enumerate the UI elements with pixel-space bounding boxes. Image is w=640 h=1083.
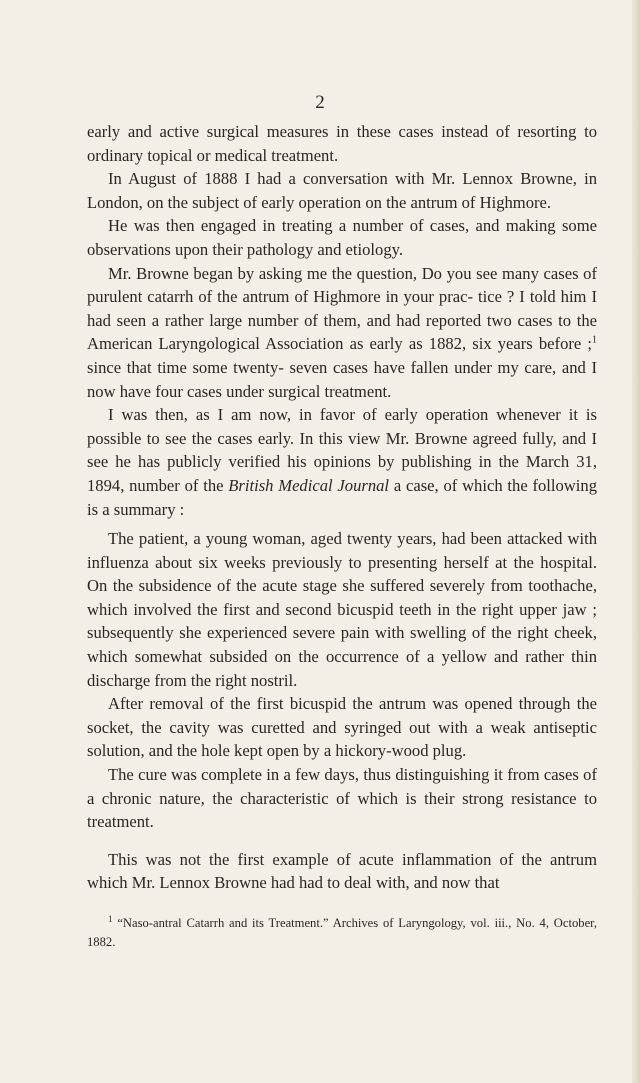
paragraph-5-text-a: I was then, as I am now, in favor of early operation whenever it is possible to see the cases early. In this view Mr. Browne agreed fully, and I see he has publicly verified his opinions by publishing in the March 31, 1894, number of the [87,405,597,495]
footnote [87,910,597,952]
summary-paragraph-3: The cure was complete in a few days, thus distinguishing it from cases of a chronic nature, the characteristic of which is their strong resistance to treatment. [87,765,597,832]
footnote-text: “Naso-antral Catarrh and its Treatment.” Archives of Laryngology, vol. iii., No. 4, October, 1882. [87,916,598,950]
page-edge [632,0,640,1083]
paragraph-4-text-b: since that time some twenty- seven cases have fallen under my care, and I now have four cases under surgical treatment. [87,357,597,401]
footnote-marker: 1 [108,914,113,924]
paragraph-5-text-b: a case, of which the following is a summary : [87,475,597,519]
footnote-reference: 1 [592,334,597,346]
page-number: 2 [315,92,325,113]
paragraph-3: He was then engaged in treating a number of cases, and making some observations upon their pathology and etiology. [87,216,597,259]
paragraph-2: In August of 1888 I had a conversation with Mr. Lennox Browne, in London, on the subject of early operation on the antrum of Highmore. [87,169,597,212]
paragraph-6: This was not the first example of acute inflammation of the antrum which Mr. Lennox Browne had had to deal with, and now that [87,849,597,893]
paragraph-5 [87,403,597,521]
summary-paragraph-2: After removal of the first bicuspid the antrum was opened through the socket, the cavity was curetted and syringed out with a weak antiseptic solution, and the hole kept open by a hickory-wood plug. [87,694,597,761]
journal-title: British Medical Journal [228,475,390,495]
paragraph-4 [87,262,597,404]
paragraph-4-text-a: Mr. Browne began by asking me the question, Do you see many cases of purulent catarrh of the antrum of Highmore in your prac- tice ? I told him I had seen a rather large number of them, and had reported two cases to the American Laryngological Association as early as 1882, six years before ; [87,263,597,354]
summary-paragraph-1: The patient, a young woman, aged twenty years, had been attacked with influenza about six weeks previously to presenting herself at the hospital. On the subsidence of the acute stage she suffered severely from toothache, which involved the first and second bicuspid teeth in the right upper jaw ; subsequently she experienced severe pain with swelling of the right cheek, which somewhat subsided on the occurrence of a yellow and rather thin discharge from the right nostril. [87,529,597,690]
body-text [87,120,597,895]
paragraph-1: early and active surgical measures in these cases instead of resorting to ordinary topical or medical treatment. [87,122,597,165]
